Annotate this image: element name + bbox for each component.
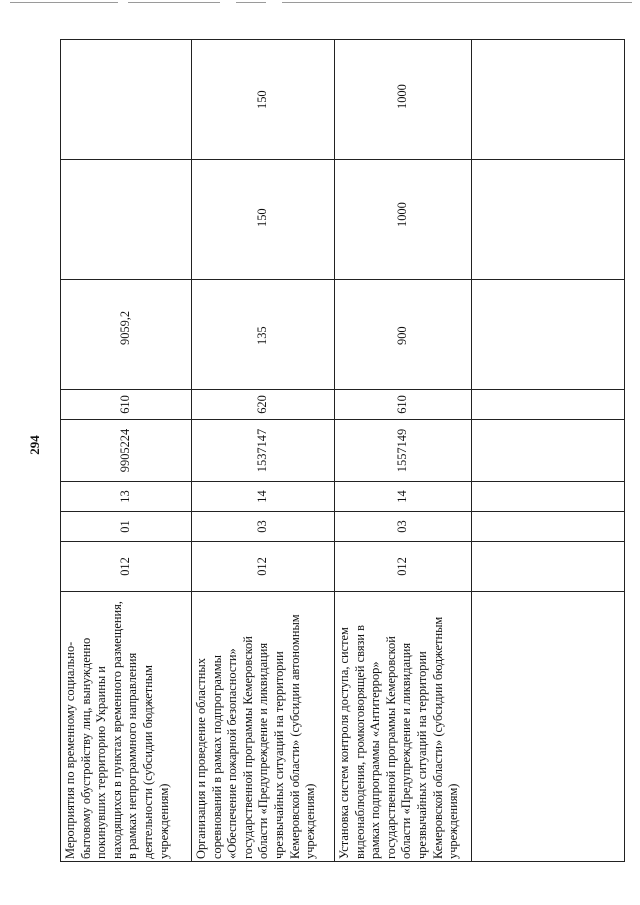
cell-expense: 610 bbox=[61, 390, 192, 420]
rotated-table-sheet bbox=[60, 40, 610, 862]
cell-ministry: 012 bbox=[192, 542, 335, 592]
cell-subsection: 14 bbox=[192, 482, 335, 512]
cell-empty bbox=[472, 512, 625, 542]
cell-value-3 bbox=[61, 40, 192, 160]
cell-section: 03 bbox=[192, 512, 335, 542]
cell-value-3: 1000 bbox=[335, 40, 472, 160]
cell-ministry: 012 bbox=[335, 542, 472, 592]
cell-value-1: 135 bbox=[192, 280, 335, 390]
cell-section: 03 bbox=[335, 512, 472, 542]
cell-empty bbox=[472, 390, 625, 420]
cell-empty bbox=[472, 482, 625, 512]
top-rule-right bbox=[282, 2, 632, 3]
page-number: 294 bbox=[27, 435, 42, 455]
cell-empty bbox=[472, 40, 625, 160]
cell-target: 1537147 bbox=[192, 420, 335, 482]
budget-table bbox=[60, 39, 625, 862]
cell-value-2: 150 bbox=[192, 160, 335, 280]
top-rule-mid2 bbox=[236, 2, 266, 3]
cell-section: 01 bbox=[61, 512, 192, 542]
cell-ministry: 012 bbox=[61, 542, 192, 592]
cell-value-2 bbox=[61, 160, 192, 280]
table-row-empty bbox=[472, 40, 625, 862]
cell-value-1: 900 bbox=[335, 280, 472, 390]
cell-empty bbox=[472, 592, 625, 862]
cell-subsection: 14 bbox=[335, 482, 472, 512]
cell-target: 9905224 bbox=[61, 420, 192, 482]
table-row bbox=[61, 40, 192, 862]
cell-description: Организация и проведение областных соревнований в рамках подпрограммы «Обеспечение пожарной безопасности» государственной программы Кемеровской области «Предупреждение и ликвидация чрезвычайных ситуаций на территории Кемеровской области» (субсидии автономным учреждениям) bbox=[192, 592, 335, 862]
cell-description: Установка систем контроля доступа, систем видеонаблюдения, громкоговорящей связи в рамках подпрограммы «Антитеррор» государственной программы Кемеровской области «Предупреждение и ликвидация чрезвычайных ситуаций на территории Кемеровской области» (субсидии бюджетным учреждениям) bbox=[335, 592, 472, 862]
cell-empty bbox=[472, 280, 625, 390]
cell-empty bbox=[472, 160, 625, 280]
cell-value-3: 150 bbox=[192, 40, 335, 160]
cell-expense: 610 bbox=[335, 390, 472, 420]
top-rule-left bbox=[10, 2, 118, 3]
cell-expense: 620 bbox=[192, 390, 335, 420]
table-row bbox=[192, 40, 335, 862]
top-rule-mid bbox=[128, 2, 220, 3]
cell-value-1: 9059,2 bbox=[61, 280, 192, 390]
cell-subsection: 13 bbox=[61, 482, 192, 512]
cell-empty bbox=[472, 542, 625, 592]
cell-description: Мероприятия по временному социально-бытовому обустройству лиц, вынужденно покинувших территорию Украины и находящихся в пунктах временного размещения, в рамках непрограммного направления деятельности (субсидии бюджетным учреждениям) bbox=[61, 592, 192, 862]
table-row bbox=[335, 40, 472, 862]
cell-target: 1557149 bbox=[335, 420, 472, 482]
cell-value-2: 1000 bbox=[335, 160, 472, 280]
cell-empty bbox=[472, 420, 625, 482]
